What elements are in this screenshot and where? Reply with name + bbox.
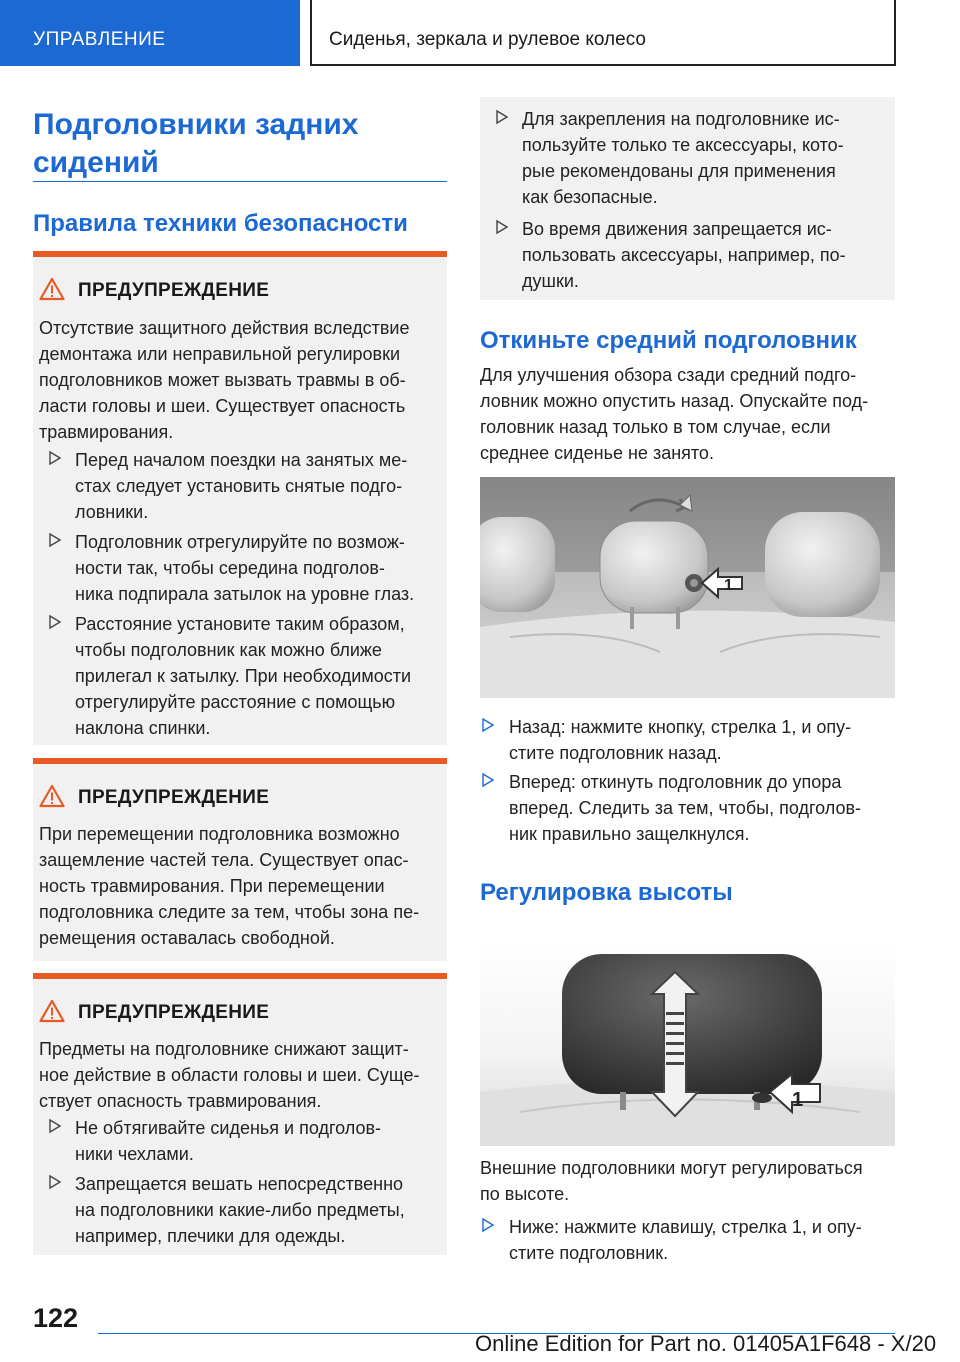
bullet-triangle-icon	[48, 532, 62, 548]
page-title-line: сидений	[33, 146, 159, 179]
bullet-triangle-icon	[481, 717, 495, 733]
title-divider	[33, 181, 447, 182]
rear-seat-photo	[480, 477, 895, 698]
warning-title: ПРЕДУПРЕЖДЕНИЕ	[78, 1002, 270, 1023]
page-number: 122	[33, 1303, 79, 1333]
height-paragraph: Внешние подголовники могут регулироваться по высоте.	[480, 1158, 863, 1204]
page-title-line: Подголовники задних	[33, 108, 359, 141]
bullet-triangle-icon	[48, 1174, 62, 1190]
photo-callout-label: 1	[792, 1089, 804, 1111]
section-tab[interactable]	[0, 0, 300, 66]
section-label: УПРАВЛЕНИЕ	[33, 29, 166, 50]
height-heading: Регулировка высоты	[480, 879, 733, 906]
list-item: Запрещается вешать непосредственно на подголовники какие-либо предметы, например, плечики для одежды.	[75, 1171, 440, 1249]
warning-title: ПРЕДУПРЕЖДЕНИЕ	[78, 787, 270, 808]
list-item: Расстояние установите таким образом, чтобы подголовник как можно ближе прилегал к затылку. При необходимости отрегулируйте расстояние с помощью наклона спинки.	[75, 611, 440, 741]
edition-note: Online Edition for Part no. 01405A1F648 - X/20	[475, 1331, 937, 1356]
list-item: Вперед: откинуть подголовник до упора вперед. Следить за тем, чтобы, подголов- ник правильно защелкнулся.	[509, 769, 894, 847]
warning-triangle-icon	[39, 999, 65, 1023]
bullet-triangle-icon	[481, 1217, 495, 1233]
list-item: Перед началом поездки на занятых ме- стах следует установить снятые подго- ловники.	[75, 447, 440, 525]
chapter-title: Сиденья, зеркала и рулевое колесо	[329, 29, 646, 50]
info-box	[480, 97, 895, 300]
chapter-header	[310, 0, 896, 66]
list-item: Подголовник отрегулируйте по возмож- ности так, чтобы середина подголов- ника подпирала затылок на уровне глаз.	[75, 529, 440, 607]
warning-text: Предметы на подголовнике снижают защит- ное действие в области головы и шеи. Суще- ствует опасность травмирования.	[39, 1039, 420, 1111]
photo-callout-label: 1	[724, 577, 733, 594]
warning-box-2	[33, 758, 447, 961]
bullet-triangle-icon	[48, 1118, 62, 1134]
page-title	[33, 106, 447, 182]
list-item: Ниже: нажмите клавишу, стрелка 1, и опу- стите подголовник.	[509, 1214, 894, 1266]
bullet-triangle-icon	[495, 109, 509, 125]
warning-triangle-icon	[39, 277, 65, 301]
fold-paragraph: Для улучшения обзора сзади средний подго- ловник можно опустить назад. Опускайте под- головник назад только в том случае, если среднее сиденье не занято.	[480, 365, 869, 463]
fold-heading: Откиньте средний подголовник	[480, 327, 857, 354]
warning-text: При перемещении подголовника возможно защемление частей тела. Существует опас- ность травмирования. При перемещении подголовника следите за тем, чтобы зона пе- ремещения оставалась свободной.	[39, 824, 420, 948]
warning-box-3	[33, 973, 447, 1255]
warning-box-1	[33, 251, 447, 745]
warning-title: ПРЕДУПРЕЖДЕНИЕ	[78, 280, 270, 301]
list-item: Назад: нажмите кнопку, стрелка 1, и опу- стите подголовник назад.	[509, 714, 894, 766]
bullet-triangle-icon	[481, 772, 495, 788]
warning-text: Отсутствие защитного действия вследствие демонтажа или неправильной регулировки подголовников может вызвать травмы в об- ласти головы и шеи. Существует опасность травмирования.	[39, 318, 410, 442]
list-item: Для закрепления на подголовнике ис- пользуйте только те аксессуары, кото- рые рекомендованы для применения как безопасные.	[522, 106, 887, 210]
bullet-triangle-icon	[48, 450, 62, 466]
list-item: Во время движения запрещается ис- пользовать аксессуары, например, по- душки.	[522, 216, 887, 294]
headrest-height-photo	[480, 942, 895, 1146]
list-item: Не обтягивайте сиденья и подголов- ники чехлами.	[75, 1115, 440, 1167]
bullet-triangle-icon	[495, 219, 509, 235]
bullet-triangle-icon	[48, 614, 62, 630]
safety-heading: Правила техники безопасности	[33, 210, 408, 237]
warning-triangle-icon	[39, 784, 65, 808]
